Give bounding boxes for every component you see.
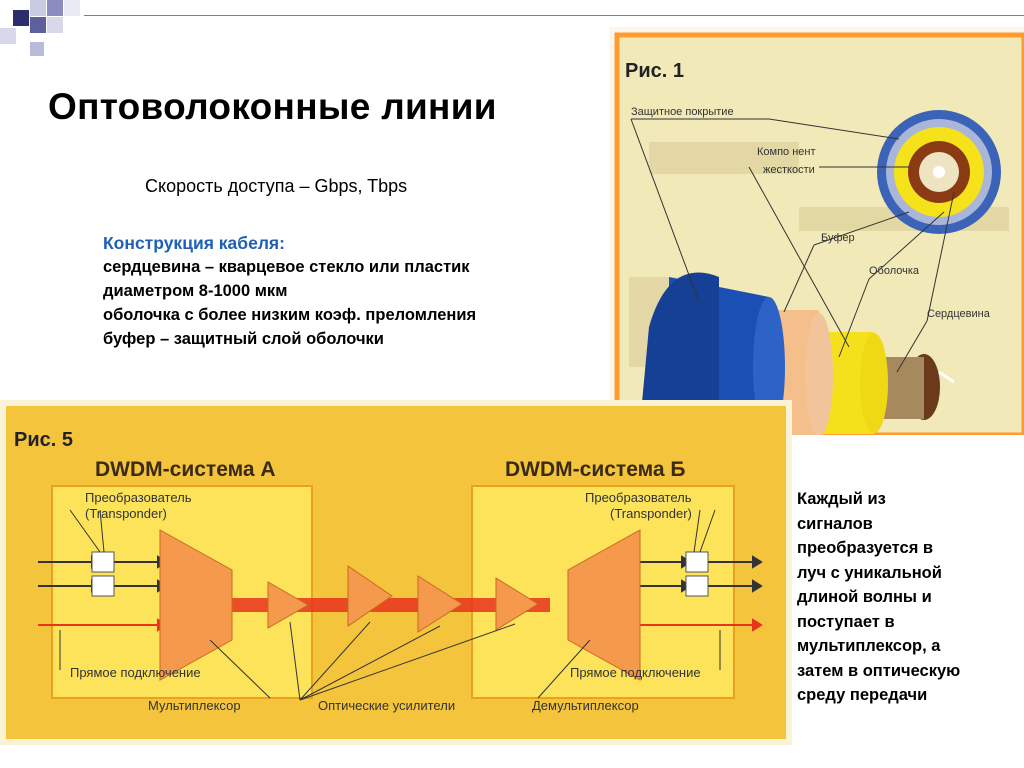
cable-line: буфер – защитный слой оболочки (103, 330, 384, 348)
callout-core: Сердцевина (927, 308, 990, 320)
note-line: поступает в (797, 612, 895, 631)
note-line: среду передачи (797, 686, 928, 704)
direct-a-label: Прямое подключение (70, 665, 201, 680)
cable-construction-text (103, 231, 476, 351)
top-rule (84, 15, 1024, 16)
mux-label: Мультиплексор (148, 698, 241, 713)
transponder-b-sub: (Transponder) (610, 506, 692, 521)
transponder-b-label: Преобразователь (585, 490, 692, 505)
callout-strength-2: жесткости (763, 164, 815, 176)
note-line: длиной волны и (797, 588, 932, 606)
note-line: преобразуется в (797, 539, 934, 557)
direct-b-label: Прямое подключение (570, 665, 701, 680)
callout-buffer: Буфер (821, 232, 855, 244)
callout-strength: Компо нент (757, 146, 816, 158)
figure-5-dwdm-system (0, 400, 792, 745)
system-b-title: DWDM-система Б (505, 458, 686, 481)
note-line: сигналов (797, 514, 873, 533)
fig1-label: Рис. 1 (625, 60, 684, 82)
transponder-a-label: Преобразователь (85, 490, 192, 505)
page-title: Оптоволоконные линии (48, 86, 497, 127)
note-line: Каждый из (797, 490, 886, 508)
cable-line: сердцевина – кварцевое стекло или пластик (103, 258, 470, 276)
signal-note-text (797, 487, 1012, 708)
note-line: мультиплексор, а (797, 637, 941, 655)
callout-cladding: Оболочка (869, 265, 920, 277)
amps-label: Оптические усилители (318, 698, 456, 713)
callout-coating: Защитное покрытие (631, 106, 734, 118)
note-line: луч с уникальной (797, 563, 942, 582)
subtitle: Скорость доступа – Gbps, Tbps (145, 176, 408, 196)
corner-decoration (0, 0, 90, 70)
cable-line: диаметром 8-1000 мкм (103, 282, 288, 300)
cable-line: оболочка с более низким коэф. преломления (103, 306, 477, 324)
demux-label: Демультиплексор (532, 698, 639, 713)
note-line: затем в оптическую (797, 661, 961, 680)
figure-1-fiber-cable (609, 27, 1024, 435)
fig5-label: Рис. 5 (14, 429, 73, 451)
system-a-title: DWDM-система А (95, 458, 276, 481)
transponder-a-sub: (Transponder) (85, 506, 167, 521)
cable-heading: Конструкция кабеля: (103, 233, 285, 253)
